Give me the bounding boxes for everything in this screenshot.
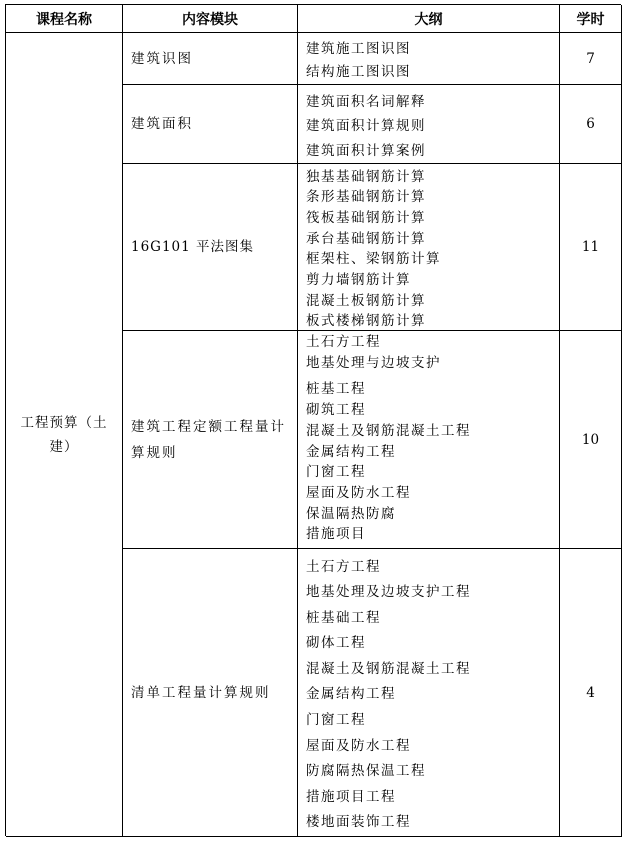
outline-item: 建筑面积计算案例 [306,142,426,159]
outline-item: 措施项目工程 [306,788,396,805]
outline-cell [298,33,560,85]
outline-item: 金属结构工程 [306,443,396,460]
hours-cell: 11 [560,164,622,331]
outline-cell [298,164,560,331]
outline-item: 屋面及防水工程 [306,737,411,754]
module-cell: 16G101 平法图集 [123,164,298,331]
outline-item: 建筑面积名词解释 [306,93,426,110]
outline-item: 砌体工程 [306,635,366,652]
outline-item: 砌筑工程 [306,402,366,419]
outline-item: 建筑面积计算规则 [306,118,426,134]
outline-item: 保温隔热防腐 [306,505,396,522]
hours-cell: 6 [560,85,622,164]
outline-item: 地基处理及边坡支护工程 [306,584,471,601]
outline-item: 承台基础钢筋计算 [306,230,426,247]
header-course: 课程名称 [6,5,123,33]
outline-item: 门窗工程 [306,712,366,729]
hours-cell: 7 [560,33,622,85]
outline-item: 土石方工程 [306,334,381,350]
outline-item: 金属结构工程 [306,686,396,703]
outline-item: 桩基工程 [306,381,366,398]
header-hours: 学时 [560,5,622,33]
outline-item: 屋面及防水工程 [306,484,411,501]
outline-item: 桩基础工程 [306,609,381,626]
outline-item: 防腐隔热保温工程 [306,763,426,780]
outline-item: 地基处理与边坡支护 [306,354,441,371]
outline-item: 筏板基础钢筋计算 [306,209,426,226]
outline-item: 框架柱、梁钢筋计算 [306,251,441,268]
module-cell: 清单工程量计算规则 [123,549,298,837]
outline-cell [298,549,560,837]
outline-item: 措施项目 [306,526,366,543]
hours-cell: 4 [560,549,622,837]
hours-cell: 10 [560,331,622,549]
outline-item: 楼地面装饰工程 [306,814,411,831]
header-outline: 大纲 [298,5,560,33]
header-module: 内容模块 [123,5,298,33]
outline-cell [298,85,560,164]
course-name: 工程预算（土建） [6,33,123,837]
outline-item: 混凝土及钢筋混凝土工程 [306,660,471,677]
outline-item: 混凝土板钢筋计算 [306,292,426,309]
outline-item: 结构施工图识图 [306,64,411,81]
outline-cell [298,331,560,549]
outline-item: 板式楼梯钢筋计算 [306,313,426,330]
module-cell: 建筑工程定额工程量计算规则 [123,331,298,549]
outline-item: 建筑施工图识图 [306,40,411,57]
outline-item: 门窗工程 [306,464,366,481]
course-table [5,4,621,836]
outline-item: 剪力墙钢筋计算 [306,271,411,288]
outline-item: 混凝土及钢筋混凝土工程 [306,422,471,439]
outline-item: 独基基础钢筋计算 [306,168,426,185]
module-cell: 建筑识图 [123,33,298,85]
outline-item: 土石方工程 [306,558,381,575]
outline-item: 条形基础钢筋计算 [306,189,426,206]
module-cell: 建筑面积 [123,85,298,164]
